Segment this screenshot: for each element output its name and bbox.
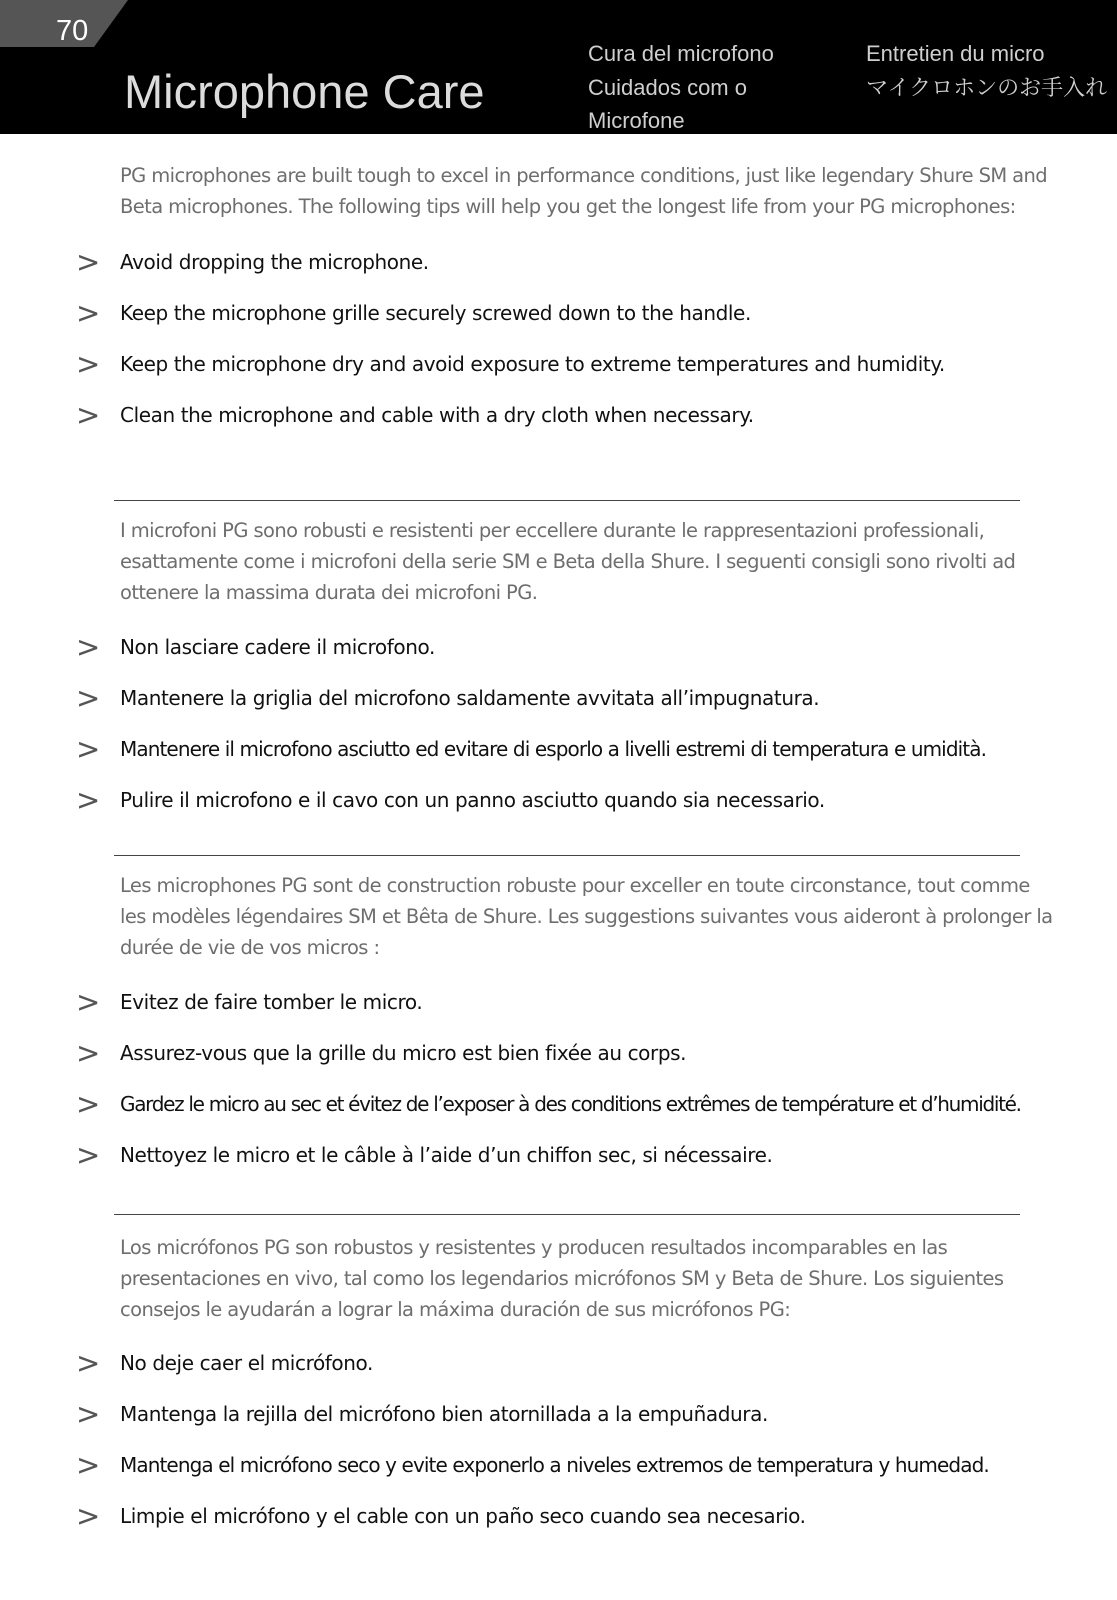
tip-text: No deje caer el micrófono. [120, 1351, 373, 1375]
bullet-arrow-icon: > [76, 732, 101, 766]
bullet-arrow-icon: > [76, 630, 101, 664]
tip-text: Non lasciare cadere il microfono. [120, 635, 435, 659]
tip-italian-4 [0, 780, 1117, 820]
bullet-arrow-icon: > [76, 347, 101, 381]
tip-text: Mantenga el micrófono seco y evite exponerlo a niveles extremos de temperatura y humedad. [120, 1453, 989, 1477]
bullet-arrow-icon: > [76, 985, 101, 1019]
tip-italian-1 [0, 627, 1117, 667]
tip-text: Pulire il microfono e il cavo con un panno asciutto quando sia necessario. [120, 788, 825, 812]
intro-french: Les microphones PG sont de construction robuste pour exceller en toute circonstance, tout comme les modèles légendaires SM et Bêta de Shure. Les suggestions suivantes vous aideront à prolonger la durée de vie de vos micros : [120, 874, 1053, 959]
subtitles-right [866, 37, 1106, 104]
section-divider [114, 500, 1020, 501]
tip-text: Keep the microphone dry and avoid exposure to extreme temperatures and humidity. [120, 352, 945, 376]
bullet-arrow-icon: > [76, 1397, 101, 1431]
page-number: 70 [56, 15, 89, 47]
tip-text: Keep the microphone grille securely screwed down to the handle. [120, 301, 751, 325]
tip-text: Evitez de faire tomber le micro. [120, 990, 423, 1014]
tip-french-4 [0, 1135, 1117, 1175]
tip-spanish-3 [0, 1445, 1117, 1485]
tip-text: Mantenere la griglia del microfono saldamente avvitata all’impugnatura. [120, 686, 820, 710]
section-divider [114, 855, 1020, 856]
tip-text: Gardez le micro au sec et évitez de l’exposer à des conditions extrêmes de température et d’humidité. [120, 1092, 1021, 1116]
tip-english-2 [0, 293, 1117, 333]
bullet-arrow-icon: > [76, 398, 101, 432]
tip-text: Avoid dropping the microphone. [120, 250, 429, 274]
bullet-arrow-icon: > [76, 296, 101, 330]
bullet-arrow-icon: > [76, 1499, 101, 1533]
page-title: Microphone Care [124, 65, 485, 118]
subtitle-portuguese-line2: Microfone [588, 108, 685, 133]
bullet-arrow-icon: > [76, 245, 101, 279]
subtitle-italian: Cura del microfono [588, 41, 774, 66]
tip-text: Nettoyez le micro et le câble à l’aide d’un chiffon sec, si nécessaire. [120, 1143, 773, 1167]
subtitles-middle [588, 37, 848, 138]
section-divider [114, 1214, 1020, 1215]
tip-english-1 [0, 242, 1117, 282]
tip-italian-2 [0, 678, 1117, 718]
bullet-arrow-icon: > [76, 1346, 101, 1380]
tip-english-4 [0, 395, 1117, 435]
bullet-arrow-icon: > [76, 783, 101, 817]
tip-french-3 [0, 1084, 1117, 1124]
tip-spanish-4 [0, 1496, 1117, 1536]
tip-text: Mantenga la rejilla del micrófono bien atornillada a la empuñadura. [120, 1402, 768, 1426]
bullet-arrow-icon: > [76, 1036, 101, 1070]
subtitle-japanese: マイクロホンのお手入れ [866, 74, 1108, 100]
tip-spanish-2 [0, 1394, 1117, 1434]
bullet-arrow-icon: > [76, 1448, 101, 1482]
tip-french-1 [0, 982, 1117, 1022]
intro-spanish: Los micrófonos PG son robustos y resistentes y producen resultados incomparables en las presentaciones en vivo, tal como los legendarios micrófonos SM y Beta de Shure. Los siguientes consejos le ayudarán a lograr la máxima duración de sus micrófonos PG: [120, 1236, 1004, 1321]
bullet-arrow-icon: > [76, 681, 101, 715]
tip-spanish-1 [0, 1343, 1117, 1383]
tip-french-2 [0, 1033, 1117, 1073]
bullet-arrow-icon: > [76, 1138, 101, 1172]
tip-text: Limpie el micrófono y el cable con un paño seco cuando sea necesario. [120, 1504, 806, 1528]
subtitle-portuguese-line1: Cuidados com o [588, 74, 747, 100]
intro-italian: I microfoni PG sono robusti e resistenti per eccellere durante le rappresentazioni professionali, esattamente come i microfoni della serie SM e Beta della Shure. I seguenti consigli sono rivolti ad ottenere la massima durata dei microfoni PG. [120, 519, 1016, 604]
intro-english: PG microphones are built tough to excel in performance conditions, just like legendary Shure SM and Beta microphones. The following tips will help you get the longest life from your PG microphones: [120, 164, 1048, 218]
tip-text: Clean the microphone and cable with a dry cloth when necessary. [120, 403, 754, 427]
tip-text: Mantenere il microfono asciutto ed evitare di esporlo a livelli estremi di temperatura e umidità. [120, 737, 987, 761]
bullet-arrow-icon: > [76, 1087, 101, 1121]
tip-text: Assurez-vous que la grille du micro est bien fixée au corps. [120, 1041, 687, 1065]
tip-italian-3 [0, 729, 1117, 769]
tip-english-3 [0, 344, 1117, 384]
page-header [0, 0, 1117, 134]
subtitle-french: Entretien du micro [866, 41, 1045, 66]
